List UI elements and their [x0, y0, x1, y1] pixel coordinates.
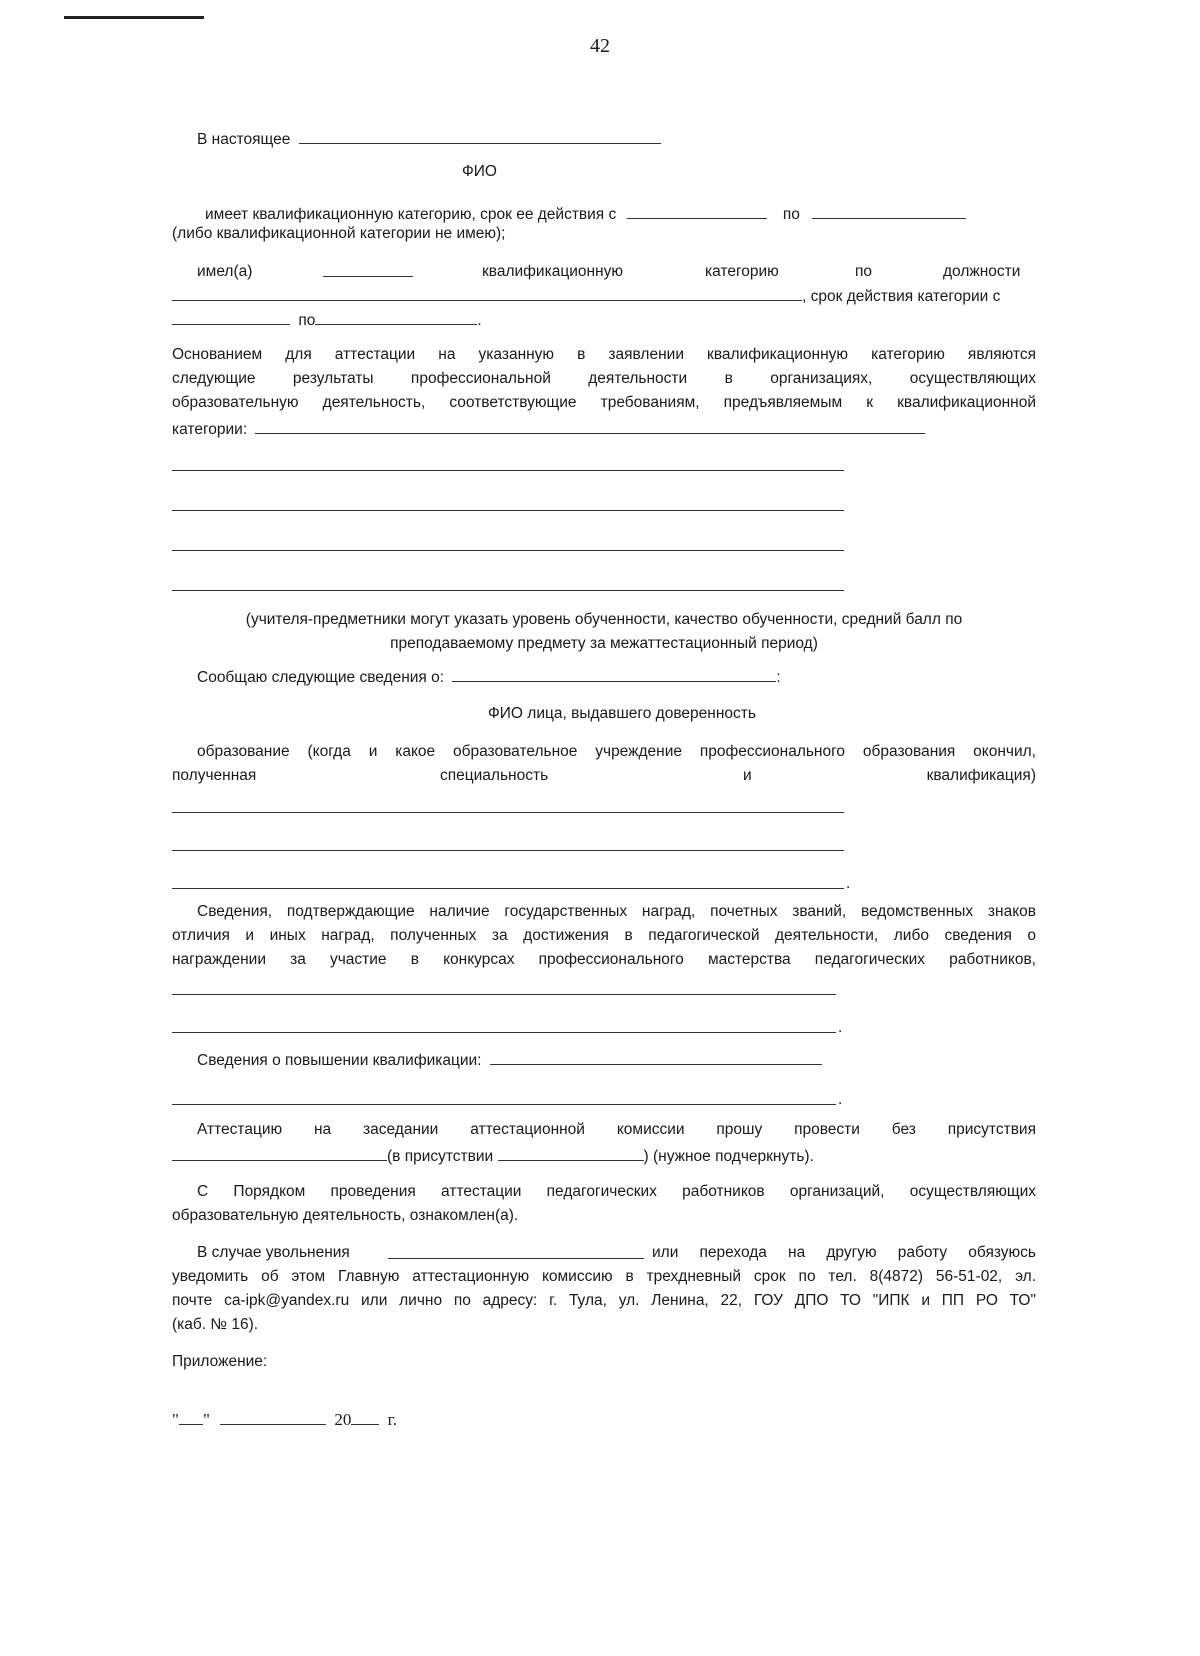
basis-line-2: следующие результаты профессиональной деятельности в организациях, осуществляющих	[172, 370, 1036, 387]
info-colon: :	[776, 669, 781, 686]
basis-blank-4[interactable]	[172, 590, 844, 591]
procedure-line-2: образовательную деятельность, ознакомлен(а).	[172, 1207, 519, 1224]
edu-line-2-word-1: полученная	[172, 767, 257, 784]
dismissal-blank[interactable]	[388, 1258, 644, 1259]
dismissal-line-1b: или перехода на другую работу обязуюсь	[652, 1244, 1036, 1261]
date-quote-close: "	[202, 1410, 210, 1429]
awards-dot: .	[838, 1019, 843, 1036]
intro-line	[197, 125, 661, 152]
dismissal-line-4: (каб. № 16).	[172, 1316, 259, 1333]
awards-line-1: Сведения, подтверждающие наличие государственных наград, почетных званий, ведомственных знаков	[197, 903, 1036, 920]
date-quote-open: "	[172, 1410, 179, 1429]
basis-blank-2[interactable]	[172, 510, 844, 511]
had-word-2: квалификационную	[482, 263, 623, 280]
had-category-blank[interactable]	[323, 276, 413, 277]
qual-line1-text: имеет квалификационную категорию, срок ее действия с	[205, 206, 617, 223]
basis-last	[172, 415, 925, 442]
training-blank-1[interactable]	[490, 1046, 822, 1065]
edu-blank-2[interactable]	[172, 850, 844, 851]
had-word-1: имел(а)	[197, 263, 253, 280]
had-dot: .	[477, 312, 482, 329]
position-blank[interactable]	[172, 282, 802, 301]
qual-po-label: по	[782, 206, 800, 223]
info-text: Сообщаю следующие сведения о:	[197, 669, 445, 686]
had-po-label: по	[298, 312, 316, 329]
dismissal-line-3: почте ca-ipk@yandex.ru или лично по адресу: г. Тула, ул. Ленина, 22, ГОУ ДПО ТО "ИПК и ПП РО ТО"	[172, 1292, 1036, 1309]
edu-blank-1[interactable]	[172, 812, 844, 813]
dismissal-line-2: уведомить об этом Главную аттестационную комиссию в трехдневный срок по тел. 8(4872) 56-51-02, эл.	[172, 1268, 1036, 1285]
awards-blank-1[interactable]	[172, 994, 836, 995]
fio-caption: ФИО	[462, 163, 497, 180]
had-word-4: по	[855, 263, 873, 280]
awards-line-2: отличия и иных наград, полученных за достижения в педагогической деятельности, либо сведения о	[172, 927, 1036, 944]
basis-blank-1[interactable]	[172, 470, 844, 471]
basis-line-3: образовательную деятельность, соответствующие требованиям, предъявляемым к квалификационной	[172, 394, 1036, 411]
attest-line-1: Аттестацию на заседании аттестационной комиссии прошу провести без присутствия	[197, 1121, 1036, 1138]
attest-in-presence: (в присутствии	[387, 1148, 494, 1165]
qual-line2: (либо квалификационной категории не имею);	[172, 225, 506, 242]
intro-text: В настоящее	[197, 131, 291, 148]
edu-dot: .	[846, 875, 851, 892]
edu-line-2-word-2: специальность	[440, 767, 549, 784]
training-text: Сведения о повышении квалификации:	[197, 1052, 482, 1069]
basis-line-1: Основанием для аттестации на указанную в заявлении квалификационную категорию являются	[172, 346, 1036, 363]
basis-note-2: преподаваемому предмету за межаттестационный период)	[390, 635, 818, 652]
awards-line-3: награждении за участие в конкурсах профессионального мастерства педагогических работников,	[172, 951, 1036, 968]
attest-line-2	[172, 1142, 814, 1169]
date-year-blank[interactable]	[351, 1406, 379, 1425]
qual-from-blank[interactable]	[627, 200, 767, 219]
basis-blank-3[interactable]	[172, 550, 844, 551]
date-month-blank[interactable]	[220, 1406, 326, 1425]
training-blank-2[interactable]	[172, 1104, 836, 1105]
qual-to-blank[interactable]	[812, 200, 966, 219]
edu-line-1: образование (когда и какое образовательное учреждение профессионального образования окончил,	[197, 743, 1036, 760]
edu-blank-3[interactable]	[172, 888, 844, 889]
basis-blank-0[interactable]	[255, 415, 925, 434]
top-rule	[64, 16, 204, 19]
fio-blank[interactable]	[299, 125, 661, 144]
attest-tail: ) (нужное подчеркнуть).	[643, 1148, 814, 1165]
had-to-blank[interactable]	[315, 306, 477, 325]
had-word-5: должности	[943, 263, 1021, 280]
appendix-label: Приложение:	[172, 1353, 268, 1370]
info-caption: ФИО лица, выдавшего доверенность	[488, 705, 756, 722]
attest-presence-blank[interactable]	[498, 1142, 644, 1161]
had-word-3: категорию	[705, 263, 779, 280]
date-year-prefix: 20	[334, 1410, 352, 1429]
had-from-blank[interactable]	[172, 306, 290, 325]
info-line	[197, 663, 781, 690]
dismissal-line-1a: В случае увольнения	[197, 1244, 350, 1261]
date-day-blank[interactable]	[179, 1406, 203, 1425]
info-fio-blank[interactable]	[452, 663, 776, 682]
edu-line-2-word-4: квалификация)	[926, 767, 1036, 784]
attest-without-blank[interactable]	[172, 1142, 387, 1161]
page-number: 42	[590, 35, 610, 57]
had-line3	[172, 306, 482, 333]
had-line2	[172, 282, 1000, 309]
basis-note-1: (учителя-предметники могут указать уровень обученности, качество обученности, средний балл по	[245, 611, 963, 628]
training-dot: .	[838, 1091, 843, 1108]
date-suffix: г.	[387, 1410, 397, 1429]
edu-line-2-word-3: и	[743, 767, 752, 784]
basis-last-text: категории:	[172, 421, 248, 438]
date-line	[172, 1406, 397, 1432]
had-line2-end: , срок действия категории с	[802, 288, 1001, 305]
awards-blank-2[interactable]	[172, 1032, 836, 1033]
procedure-line-1: С Порядком проведения аттестации педагогических работников организаций, осуществляющих	[197, 1183, 1036, 1200]
training-line	[197, 1046, 822, 1073]
